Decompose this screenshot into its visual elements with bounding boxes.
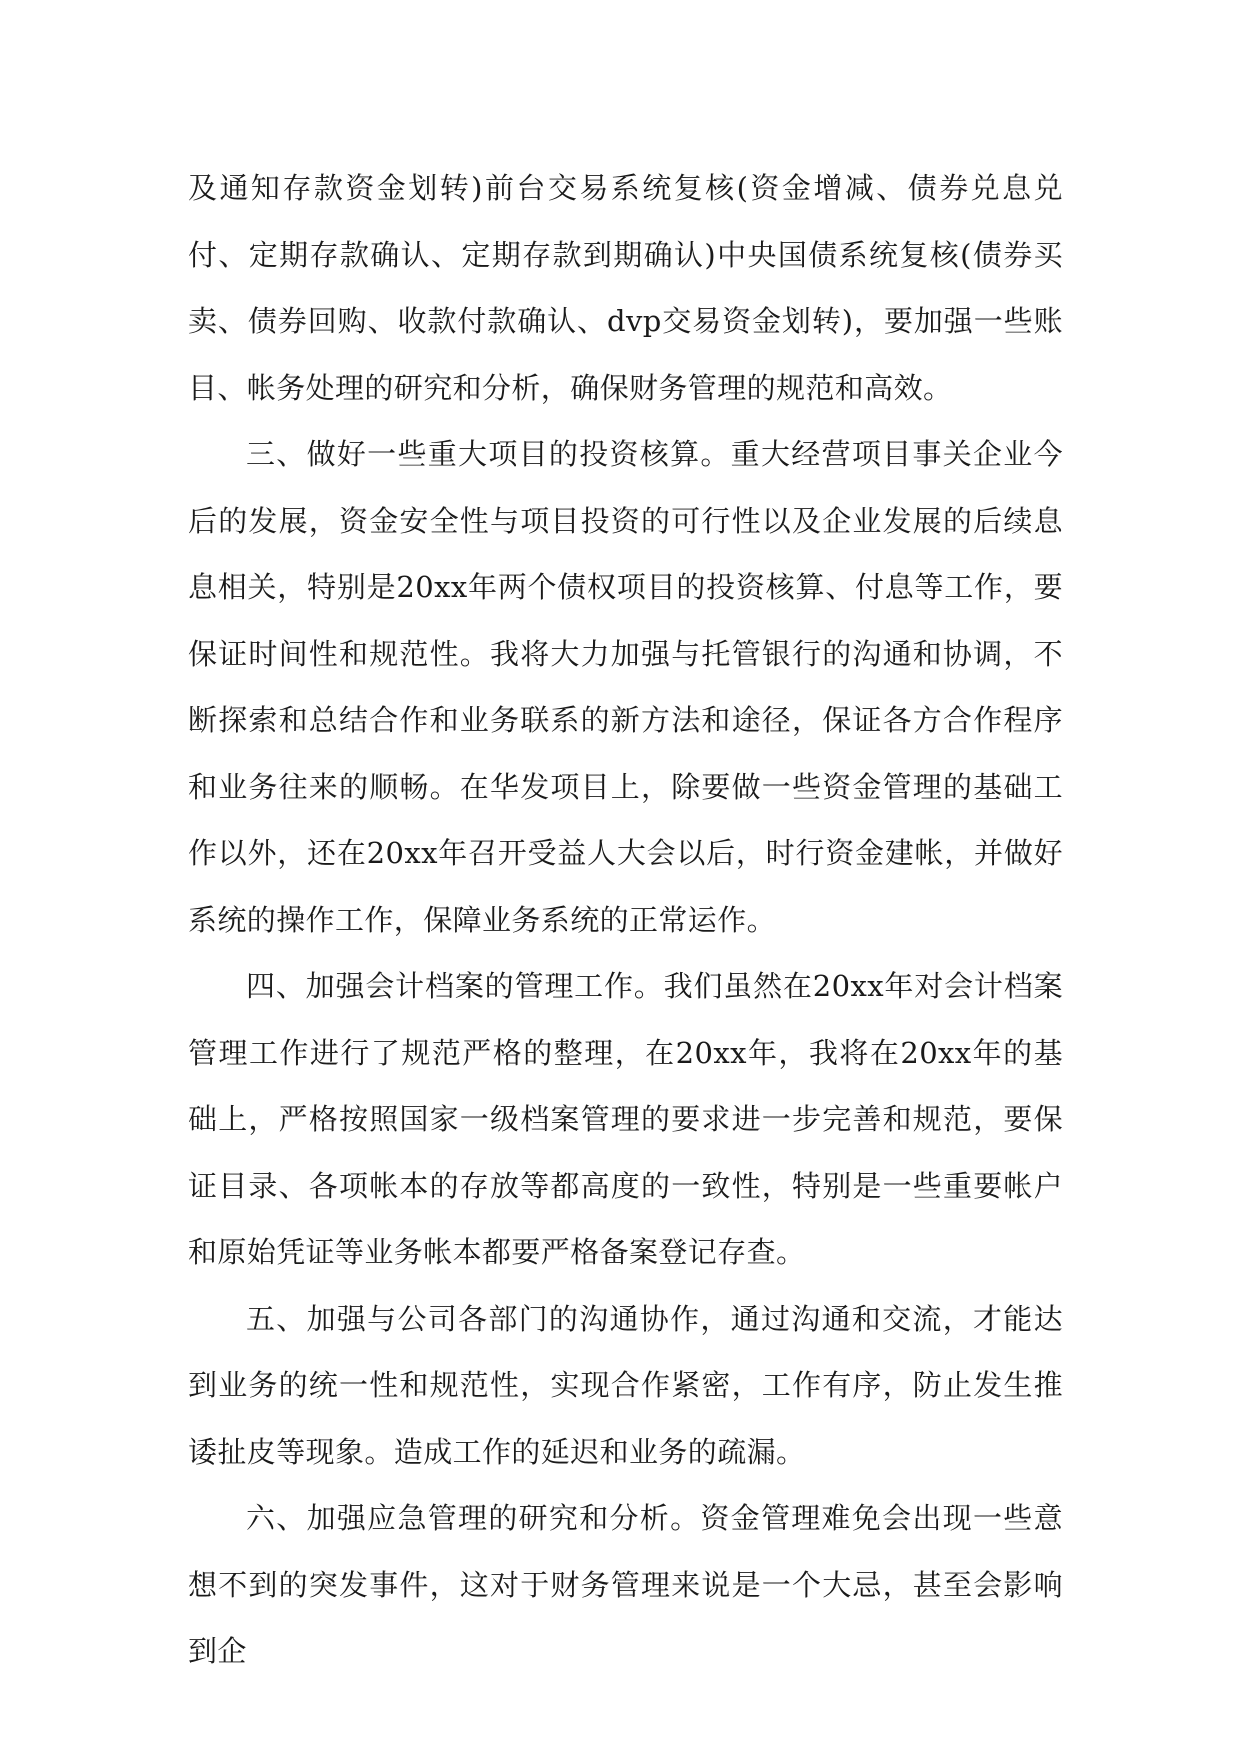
paragraph-section-4: 四、加强会计档案的管理工作。我们虽然在20xx年对会计档案管理工作进行了规范严格的整理，在20xx年，我将在20xx年的基础上，严格按照国家一级档案管理的要求进一步完善和规范，要保证目录、各项帐本的存放等都高度的一致性，特别是一些重要帐户和原始凭证等业务帐本都要严格备案登记存查。 (188, 969, 1063, 1269)
paragraph-continuation: 及通知存款资金划转)前台交易系统复核(资金增减、债券兑息兑付、定期存款确认、定期存款到期确认)中央国债系统复核(债券买卖、债券回购、收款付款确认、dvp交易资金划转)，要加强一些账目、帐务处理的研究和分析，确保财务管理的规范和高效。 (188, 171, 1063, 405)
paragraph-section-6: 六、加强应急管理的研究和分析。资金管理难免会出现一些意想不到的突发事件，这对于财务管理来说是一个大忌，甚至会影响到企 (188, 1501, 1063, 1668)
paragraph-section-3: 三、做好一些重大项目的投资核算。重大经营项目事关企业今后的发展，资金安全性与项目投资的可行性以及企业发展的后续息息相关，特别是20xx年两个债权项目的投资核算、付息等工作，要保证时间性和规范性。我将大力加强与托管银行的沟通和协调，不断探索和总结合作和业务联系的新方法和途径，保证各方合作程序和业务往来的顺畅。在华发项目上，除要做一些资金管理的基础工作以外，还在20xx年召开受益人大会以后，时行资金建帐，并做好系统的操作工作，保障业务系统的正常运作。 (188, 437, 1063, 937)
document-body (188, 155, 1063, 1685)
paragraph-section-5: 五、加强与公司各部门的沟通协作，通过沟通和交流，才能达到业务的统一性和规范性，实现合作紧密，工作有序，防止发生推诿扯皮等现象。造成工作的延迟和业务的疏漏。 (188, 1301, 1063, 1469)
